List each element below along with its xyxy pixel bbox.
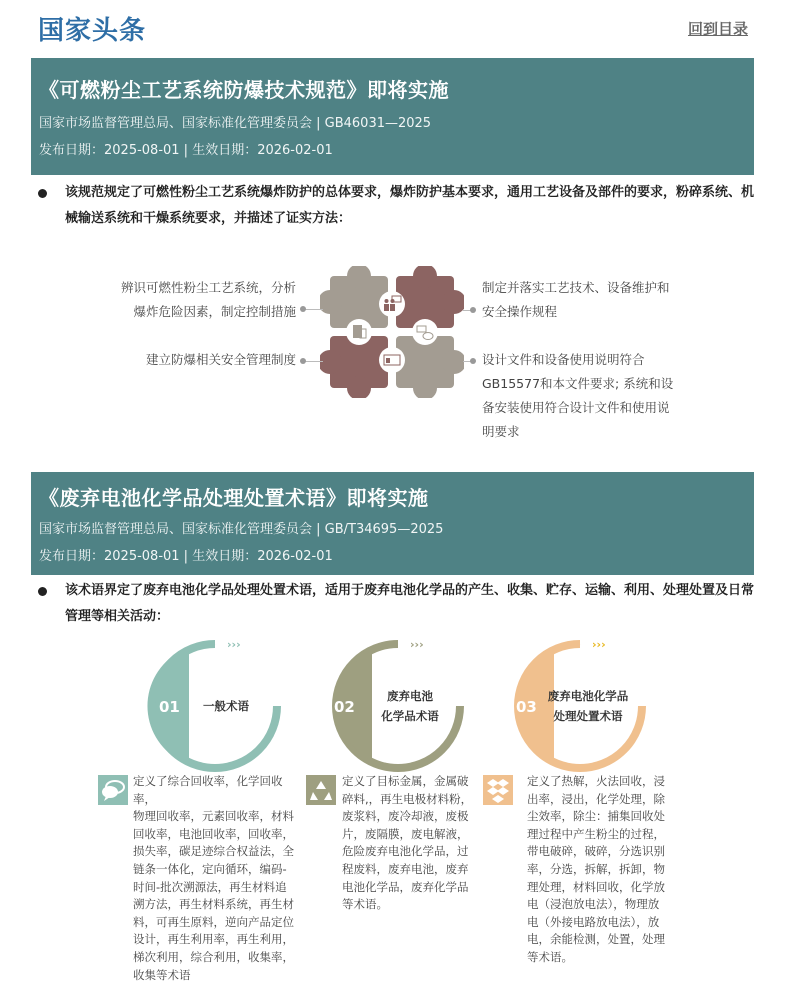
connector-dot <box>470 358 476 364</box>
connector-line <box>303 361 323 362</box>
recycle-icon <box>306 775 336 805</box>
category-ring-02 <box>328 636 468 776</box>
svg-text:›››: ››› <box>227 638 241 651</box>
connector-line <box>303 309 323 310</box>
article-1-publisher: 国家市场监督管理总局、国家标准化管理委员会 | GB46031—2025 <box>39 116 432 131</box>
article-1-title: 《可燃粉尘工艺系统防爆技术规范》即将实施 <box>39 78 449 102</box>
ring-number: 01 <box>159 698 180 716</box>
article-1-dates: 发布日期：2025-08-01 | 生效日期：2026-02-01 <box>39 143 333 158</box>
diagram-label-bottom-right: 设计文件和设备使用说明符合 GB15577和本文件要求; 系统和设 备安装使用符合设计文件和使用说 明要求 <box>482 352 674 439</box>
category-01-terms: 定义了综合回收率，化学回收率， 物理回收率，元素回收率，材料 回收率，电池回收率，回收率， 损失率，碳足迹综合权益法，全 链条一体化，定向循环，编码- 时间-批次溯源法，再生材料追 溯方法，再生材料系统，再生材 料，可再生原料，逆向产品定位 设计，再生利用率，再生利用， 梯次利用，综合利用，收集率， 收集等术语 <box>133 774 294 982</box>
diagram-label-top-right: 制定并落实工艺技术、设备维护和 安全操作规程 <box>482 280 670 319</box>
back-to-contents-link[interactable]: 回到目录 <box>687 20 748 38</box>
ring-number: 02 <box>334 698 355 716</box>
category-02-terms: 定义了目标金属，金属破 碎料,，再生电极材料粉， 废浆料，废冷却液，废极 片，废隔膜，废电解液， 危险废弃电池化学品，过 程废料，废弃电池，废弃 电池化学品，废弃化学品 等术语。 <box>342 774 473 912</box>
article-2-title: 《废弃电池化学品处理处置术语》即将实施 <box>39 486 429 510</box>
bullet-icon <box>38 189 47 198</box>
flower-petals-graphic <box>320 266 464 398</box>
diagram-label-top-left: 辨识可燃性粉尘工艺系统，分析 爆炸危险因素，制定控制措施 <box>120 280 296 319</box>
category-ring-01 <box>145 636 285 776</box>
article-2-banner <box>31 472 754 575</box>
article-2-summary-text: 该术语界定了废弃电池化学品处理处置术语，适用于废弃电池化学品的产生、收集、贮存、运输、利用、处理处置及日常管理等相关活动： <box>65 583 755 624</box>
category-ring-03 <box>510 636 650 776</box>
article-2-summary <box>38 578 758 630</box>
article-1-summary-text: 该规范规定了可燃性粉尘工艺系统爆炸防护的总体要求，爆炸防护基本要求，通用工艺设备及部件的要求，粉碎系统、机械输送系统和干燥系统要求，并描述了证实方法： <box>65 185 755 226</box>
ring-label: 一般术语 <box>203 699 249 713</box>
connector-dot <box>300 306 306 312</box>
dust-safety-flower-diagram <box>320 266 464 398</box>
connector-dot <box>300 358 306 364</box>
svg-text:›››: ››› <box>410 638 424 651</box>
connector-dot <box>470 307 476 313</box>
category-03-terms: 定义了热解，火法回收，浸 出率，浸出，化学处理，除 尘效率，除尘：捕集回收处 理过程中产生粉尘的过程， 带电破碎，破碎，分选识别 率，分选，拆解，拆卸，物 理处理，材料回收，化学放 电（浸泡放电法），物理放 电（外接电路放电法），放 电，余能检测，处置，处理 等术语。 <box>527 774 665 964</box>
speech-bubbles-icon <box>98 775 128 805</box>
ring-label: 废弃电池 化学品术语 <box>381 689 439 723</box>
page-title: 国家头条 <box>38 16 147 46</box>
bullet-icon <box>38 587 47 596</box>
article-1-banner <box>31 58 754 175</box>
ring-number: 03 <box>516 698 537 716</box>
diagram-label-bottom-left: 建立防爆相关安全管理制度 <box>145 352 296 367</box>
boxes-icon <box>483 775 513 805</box>
article-1-summary <box>38 180 758 232</box>
ring-label: 废弃电池化学品 处理处置术语 <box>547 689 629 723</box>
article-2-publisher: 国家市场监督管理总局、国家标准化管理委员会 | GB/T34695—2025 <box>39 522 444 537</box>
page-header <box>0 0 800 57</box>
svg-text:›››: ››› <box>592 638 606 651</box>
article-2-dates: 发布日期：2025-08-01 | 生效日期：2026-02-01 <box>39 549 333 564</box>
